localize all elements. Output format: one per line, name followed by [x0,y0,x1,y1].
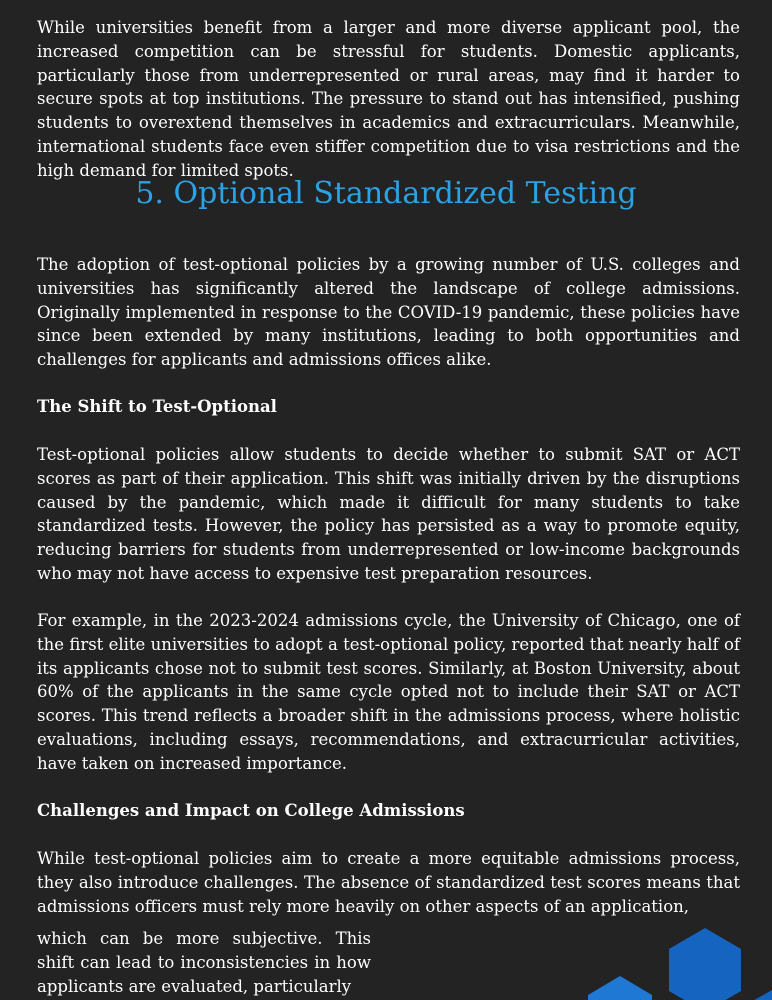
subheading-challenges: Challenges and Impact on College Admissions [37,801,465,820]
hexagon-edge-icon [744,990,772,1000]
paragraph-example: For example, in the 2023-2024 admissions cycle, the University of Chicago, one of the first elite universities to adopt a test-optional policy, reported that nearly half of its applicants chose not to submit test scores. Similarly, at Boston University, about 60% of the applicants in the same cycle opted not to include their SAT or ACT scores. This trend reflects a broader shift in the admissions process, where holistic evaluations, including essays, recommendations, and extracurricular activities, have taken on increased importance. [37,611,740,773]
paragraph-intro: While universities benefit from a larger and more diverse applicant pool, the increased competition can be stressful for students. Domestic applicants, particularly those from underrepresented or rural areas, may find it harder to secure spots at top institutions. The pressure to stand out has intensified, pushing students to overextend themselves in academics and extracurriculars. Meanwhile, international students face even stiffer competition due to visa restrictions and the high demand for limited spots. [37,18,740,180]
hexagon-large-icon [669,928,741,1000]
subheading-shift: The Shift to Test-Optional [37,397,277,416]
paragraph-challenges: While test-optional policies aim to create a more equitable admissions process, they also introduce challenges. The absence of standardized test scores means that admissions officers must rely more heavily on other aspects of an application, [37,849,740,916]
section-heading: 5. Optional Standardized Testing [135,176,637,211]
hexagon-small-icon [588,976,652,1000]
paragraph-shift: Test-optional policies allow students to decide whether to submit SAT or ACT scores as part of their application. This shift was initially driven by the disruptions caused by the pandemic, which made it difficult for many students to take standardized tests. However, the policy has persisted as a way to promote equity, reducing barriers for students from underrepresented or low-income backgrounds who may not have access to expensive test preparation resources. [37,445,740,583]
paragraph-continued: which can be more subjective. This shift can lead to inconsistencies in how applicants are evaluated, particularly [37,929,371,996]
paragraph-adoption: The adoption of test-optional policies by a growing number of U.S. colleges and universities has significantly altered the landscape of college admissions. Originally implemented in response to the COVID-19 pandemic, these policies have since been extended by many institutions, leading to both opportunities and challenges for applicants and admissions offices alike. [37,255,740,370]
